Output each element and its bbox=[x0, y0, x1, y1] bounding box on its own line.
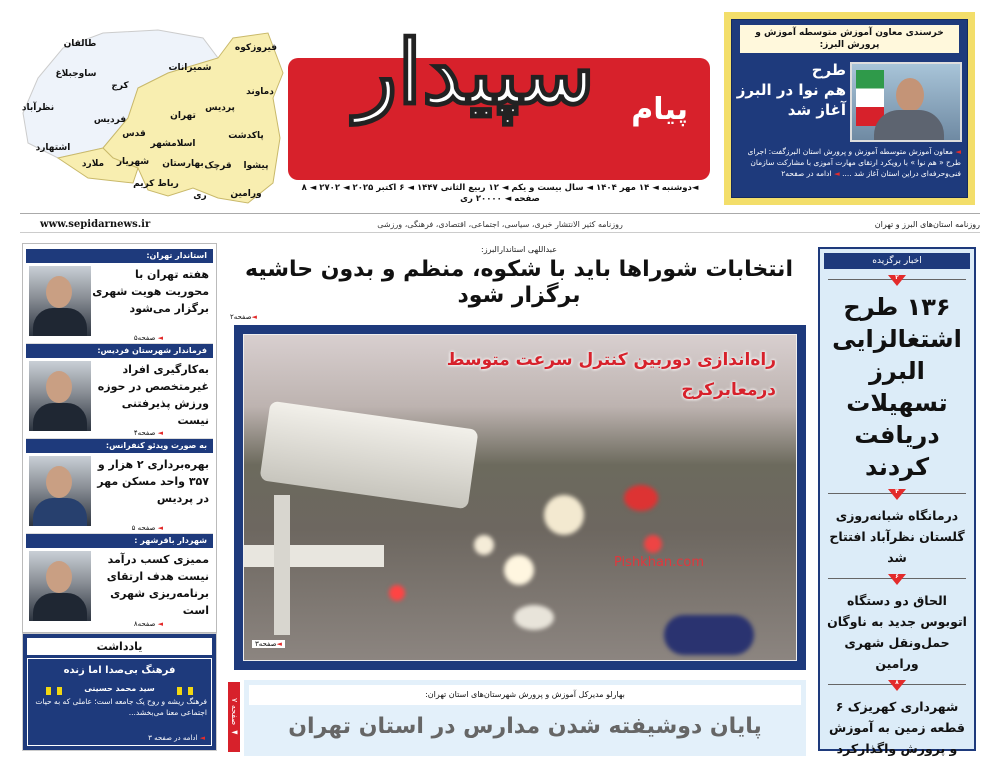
bottom-kicker: بهارلو مدیرکل آموزش و پرورش شهرستان‌های استان تهران: bbox=[249, 685, 801, 705]
main-photo-frame[interactable] bbox=[234, 325, 806, 670]
map-label: اشتهارد bbox=[35, 143, 71, 153]
arrow-icon: ◄ bbox=[831, 169, 840, 178]
region-label: روزنامه استان‌های البرز و تهران bbox=[874, 220, 980, 229]
news-photo bbox=[29, 266, 91, 336]
note-author: سید محمد حسینی bbox=[84, 684, 155, 693]
continue-link[interactable]: ادامه در صفحه۲ bbox=[781, 169, 832, 178]
dateline: ◄دوشنبه ◄ ۱۴ مهر ۱۴۰۴ ◄ سال بیست و یکم ◄ ۱۲ ربیع الثانی ۱۴۴۷ ◄ ۶ اکتبر ۲۰۲۵ ◄ ۲۷۰۲ ◄ ۸ صفحه ◄ ۲۰۰۰۰ ری bbox=[301, 183, 699, 204]
website-url[interactable]: www.sepidarnews.ir bbox=[40, 219, 151, 230]
news-item[interactable]: استاندار تهران: هفته تهران با محوریت هویت شهری برگزار می‌شود ◄ صفحه۵ bbox=[26, 249, 213, 344]
featured-item[interactable]: درمانگاه شبانه‌روزی گلستان نظرآباد افتتاح شد bbox=[829, 508, 965, 565]
map-label: فردیس bbox=[93, 115, 127, 125]
continue-link[interactable]: ادامه در صفحه ۳ bbox=[148, 734, 198, 742]
top-story-box[interactable] bbox=[724, 12, 975, 205]
map-label: اسلامشهر bbox=[150, 139, 196, 149]
logo-prefix: پیام bbox=[631, 92, 688, 127]
map-label: نظرآباد bbox=[21, 103, 55, 113]
map-label: کرج bbox=[111, 81, 129, 91]
map-label: شمیرانات bbox=[168, 63, 212, 73]
map-label: پیشوا bbox=[243, 161, 269, 171]
featured-news-column bbox=[818, 247, 976, 756]
divider bbox=[20, 232, 980, 233]
featured-label: اخبار برگزیده bbox=[824, 253, 970, 269]
page-marker: ۶ bbox=[828, 574, 966, 588]
note-title: فرهنگ بی‌صدا اما زنده bbox=[63, 665, 176, 676]
map-label: قرچک bbox=[204, 161, 232, 171]
map-label: پردیس bbox=[205, 103, 235, 113]
main-photo bbox=[243, 334, 797, 661]
bottom-headline: پایان دوشیفته شدن مدارس در استان تهران bbox=[288, 714, 762, 739]
map-label: فیروزکوه bbox=[234, 43, 278, 53]
photo-caption: راه‌اندازی دوربین کنترل سرعت متوسط درمعابرکرج bbox=[446, 350, 776, 400]
featured-item[interactable]: شهرداری کهریزک ۶ قطعه زمین به آموزش و پرورش واگذارکرد bbox=[829, 699, 965, 756]
map-label: تهران bbox=[170, 111, 196, 121]
main-kicker: عبداللهی استاندارالبرز: bbox=[481, 245, 557, 254]
map-label: شهریار bbox=[116, 157, 150, 167]
page-marker: ۸ bbox=[828, 680, 966, 694]
map-label: ری bbox=[193, 191, 207, 201]
left-news-column bbox=[22, 243, 217, 633]
newspaper-logo bbox=[288, 20, 710, 180]
featured-item[interactable]: ۱۳۶ طرح اشتغالزایی البرز تسهیلات دریافت کردند bbox=[832, 293, 962, 481]
top-story-kicker: خرسندی معاون آموزش متوسطه آموزش و پرورش البرز: bbox=[740, 25, 959, 53]
bullet-icon: ◄ bbox=[952, 147, 961, 156]
bottom-story[interactable] bbox=[244, 680, 806, 756]
news-photo bbox=[29, 361, 91, 431]
featured-item[interactable]: الحاق دو دستگاه اتوبوس جدید به ناوگان حمل‌ونقل شهری ورامین bbox=[827, 593, 967, 671]
quote-icon bbox=[177, 687, 193, 695]
news-photo bbox=[29, 456, 91, 526]
map-label: ورامین bbox=[230, 189, 262, 199]
map-label: رباط کریم bbox=[133, 179, 179, 189]
map-label: طالقان bbox=[63, 39, 97, 49]
watermark: Pishkhan.com bbox=[614, 555, 705, 570]
news-item[interactable]: فرماندار شهرستان فردیس: به‌کارگیری افراد غیرمتخصص در حوزه ورزش پذیرفتنی نیست ◄ صفحه۴ bbox=[26, 344, 213, 439]
editorial-note[interactable]: یادداشت فرهنگ بی‌صدا اما زنده سید محمد حسینی فرهنگ ریشه و روح یک جامعه است؛ عاملی که به حیات اجتماعی معنا می‌بخشد... ◄ ادامه در صفحه ۳ bbox=[22, 633, 217, 751]
note-label: یادداشت bbox=[27, 638, 212, 655]
news-item[interactable]: شهردار باقرشهر : ممیزی کسب درآمد نیست هدف ارتقای برنامه‌ریزی شهری است ◄ صفحه۸ bbox=[26, 534, 213, 629]
divider bbox=[20, 213, 980, 214]
main-headline[interactable]: انتخابات شوراها باید با شکوه، منظم و بدون حاشیه برگزار شود bbox=[245, 257, 793, 308]
map-label: ملارد bbox=[81, 159, 105, 169]
page-marker: ۲ bbox=[828, 275, 966, 289]
top-story-body: ◄ معاون آموزش متوسطه آموزش و پرورش استان البرزگفت: اجرای طرح « هم نوا » با رویکرد ارتقای مهارت آموزی با مشارکت سازمان فنی‌وحرفه‌ای دراین استان آغاز شد .... ◄ ادامه در صفحه۲ bbox=[747, 147, 961, 178]
map-label: پاکدشت bbox=[228, 131, 264, 141]
map-label: قدس bbox=[122, 129, 146, 139]
top-story-photo bbox=[850, 62, 962, 142]
tagline: روزنامه کثیر الانتشار خبری، سیاسی، اجتماعی، اقتصادی، فرهنگی، ورزشی bbox=[377, 220, 623, 229]
top-story-headline: طرح هم نوا در البرز آغاز شد bbox=[736, 61, 846, 119]
note-text: فرهنگ ریشه و روح یک جامعه است؛ عاملی که به حیات اجتماعی معنا می‌بخشد... bbox=[35, 697, 207, 717]
main-page-ref: ◄صفحه۲ bbox=[230, 313, 257, 321]
map-label: دماوند bbox=[246, 87, 274, 97]
province-map bbox=[18, 18, 288, 208]
logo-name: سپیدار bbox=[355, 20, 595, 124]
page-marker: ۴ bbox=[828, 489, 966, 503]
news-item[interactable]: به صورت ویدئو کنفرانس: بهره‌برداری ۲ هزار و ۳۵۷ واحد مسکن مهر در پردیس ◄ صفحه ۵ bbox=[26, 439, 213, 534]
page-tab[interactable]: ◄ صفحه ۷ bbox=[228, 682, 240, 752]
map-label: بهارستان bbox=[162, 159, 204, 169]
news-photo bbox=[29, 551, 91, 621]
map-label: ساوجبلاغ bbox=[55, 69, 97, 79]
photo-page-ref: ◄صفحه۳ bbox=[252, 640, 285, 648]
quote-icon bbox=[46, 687, 62, 695]
